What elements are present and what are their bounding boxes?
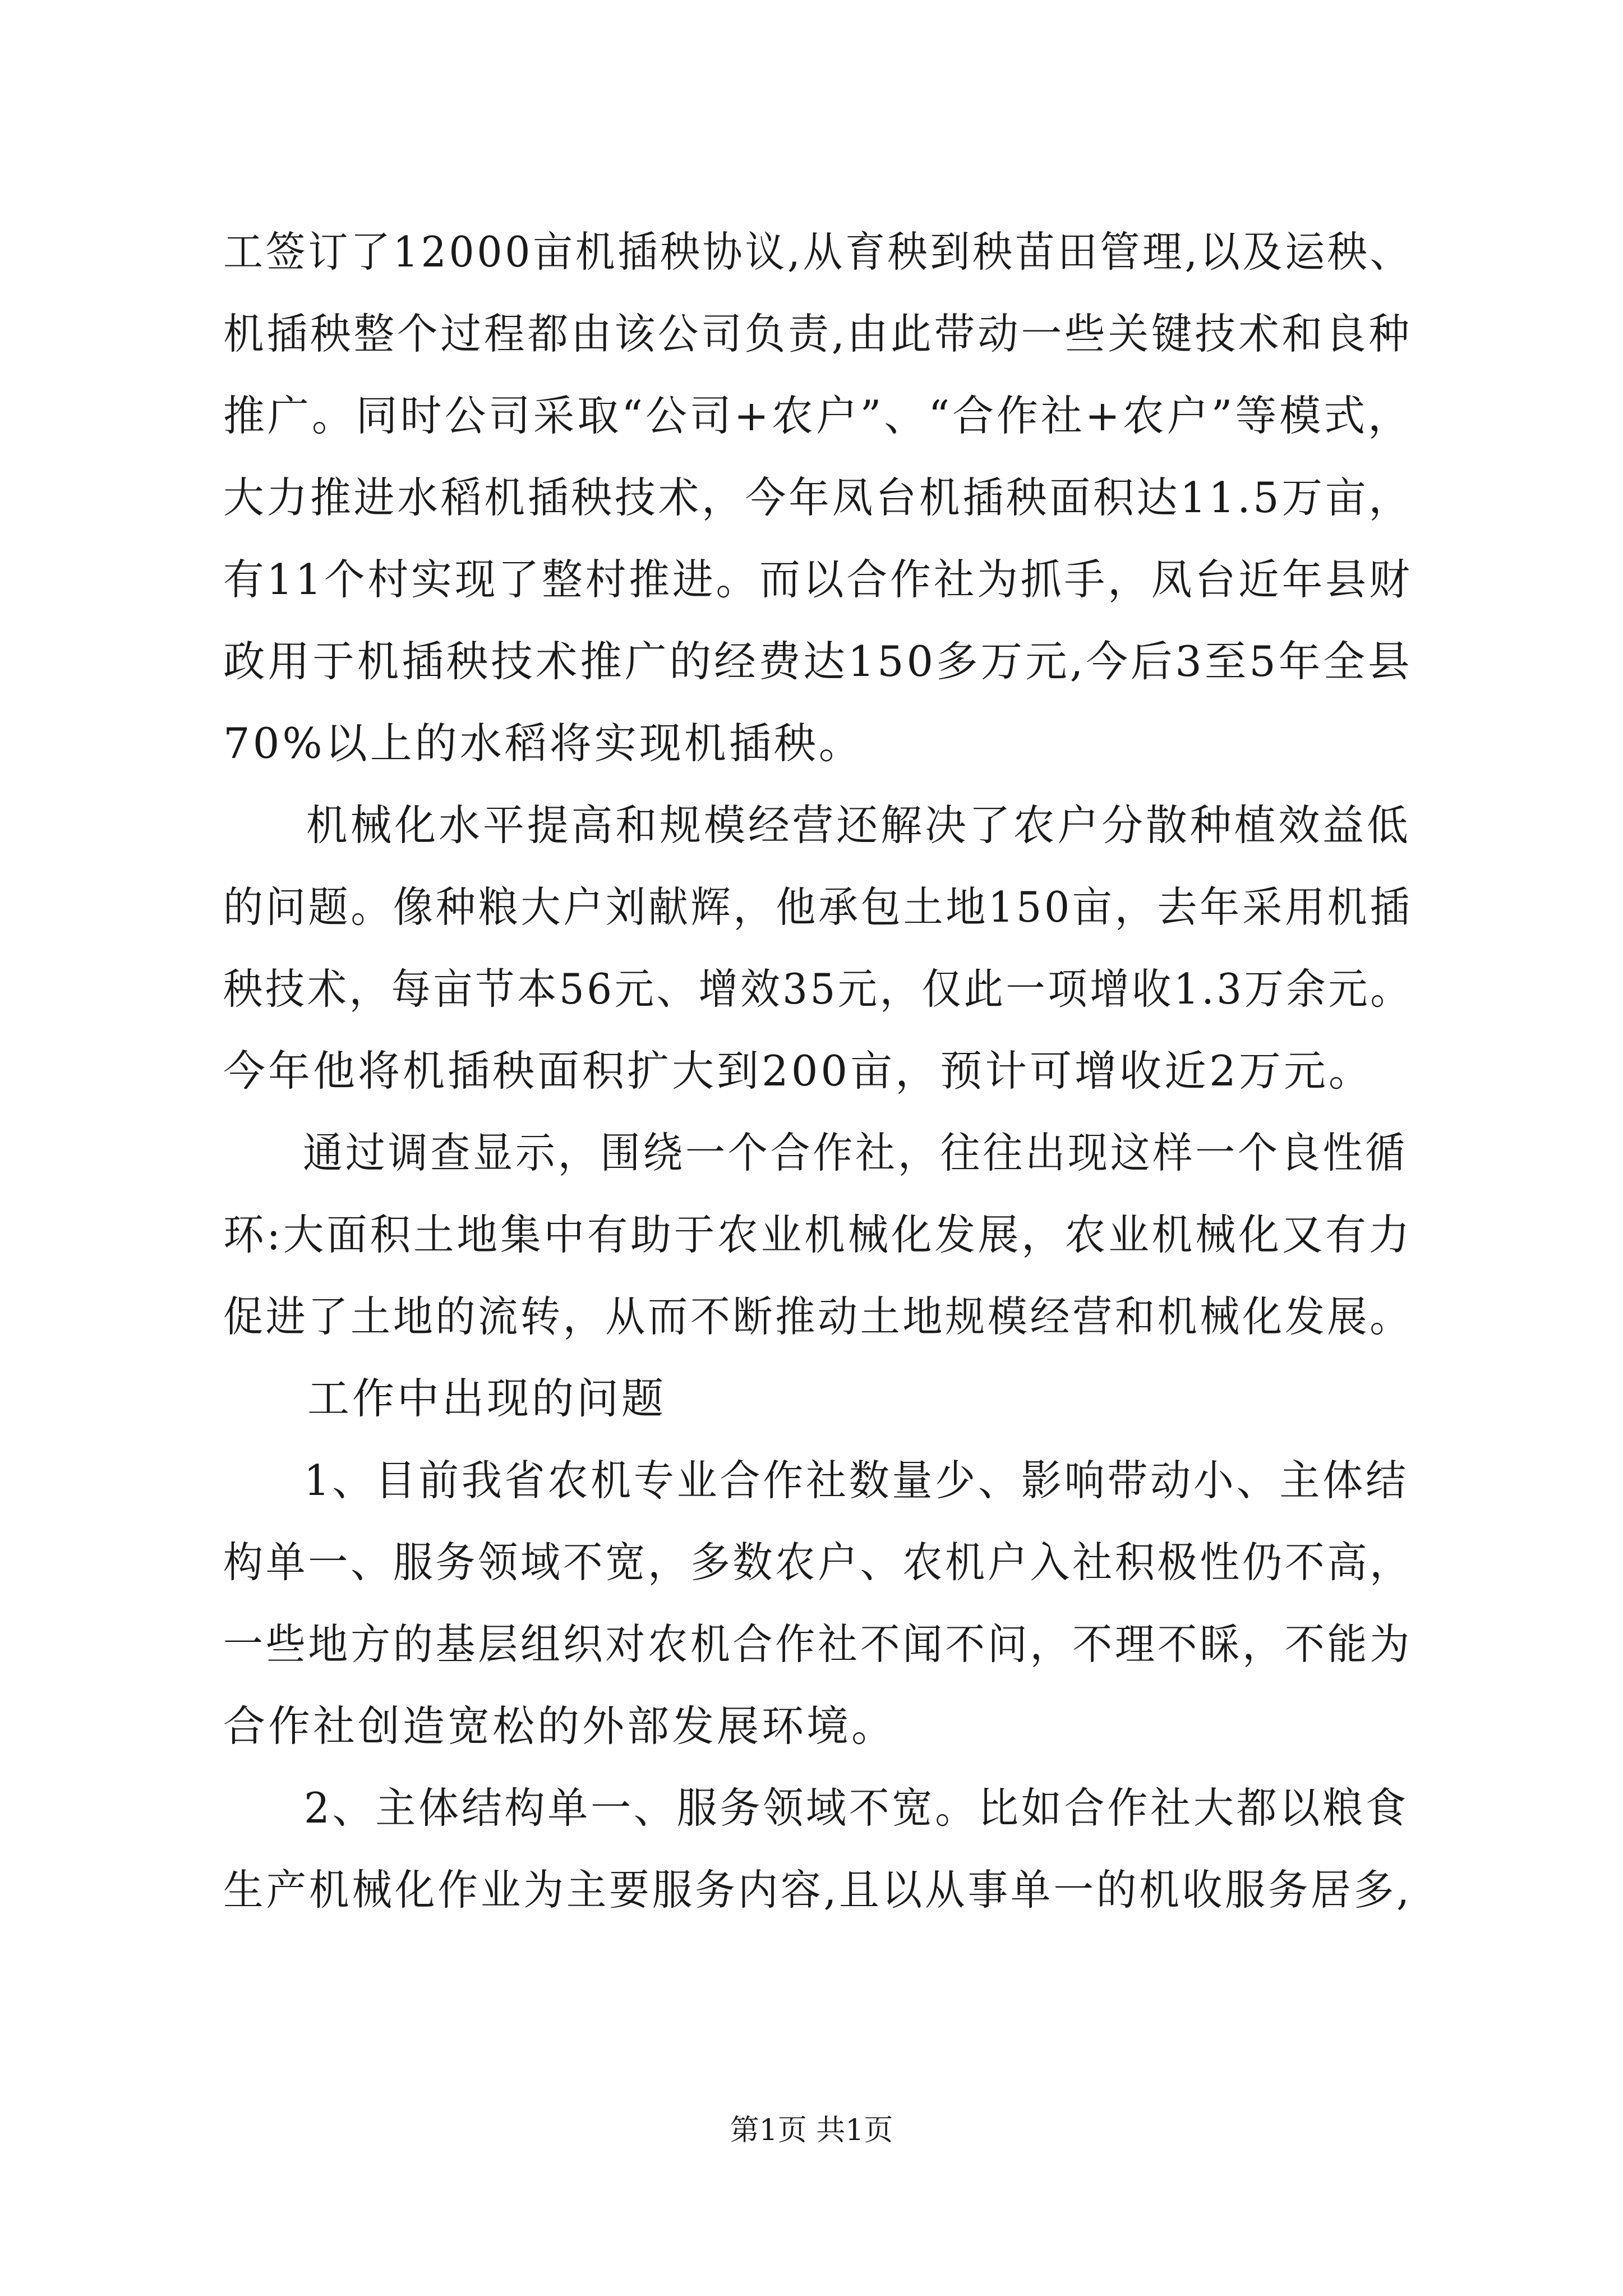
text-line: 一些地方的基层组织对农机合作社不闻不问，不理不睬，不能为 bbox=[223, 1619, 1412, 1669]
text-line: 的问题。像种粮大户刘献辉，他承包土地150亩，去年采用机插 bbox=[223, 882, 1413, 932]
text-line: 秧技术，每亩节本56元、增效35元，仅此一项增收1.3万余元。 bbox=[223, 964, 1413, 1014]
text-line: 机插秧整个过程都由该公司负责,由此带动一些关键技术和良种 bbox=[223, 309, 1412, 358]
text-line: 促进了土地的流转，从而不断推动土地规模经营和机械化发展。 bbox=[223, 1292, 1412, 1341]
text-line: 生产机械化作业为主要服务内容,且以从事单一的机收服务居多, bbox=[223, 1865, 1412, 1915]
text-line: 通过调查显示，围绕一个合作社，往往出现这样一个良性循 bbox=[303, 1128, 1408, 1177]
text-line: 2、主体结构单一、服务领域不宽。比如合作社大都以粮食 bbox=[303, 1783, 1409, 1833]
text-line: 工签订了12000亩机插秧协议,从育秧到秧苗田管理,以及运秧、 bbox=[223, 227, 1413, 277]
text-line: 构单一、服务领域不宽，多数农户、农机户入社积极性仍不高， bbox=[223, 1538, 1412, 1587]
text-line: 工作中出现的问题 bbox=[307, 1374, 667, 1423]
text-line: 机械化水平提高和规模经营还解决了农户分散种植效益低 bbox=[306, 800, 1411, 850]
text-line: 有11个村实现了整村推进。而以合作社为抓手，凤台近年县财 bbox=[223, 555, 1413, 604]
text-line: 环:大面积土地集中有助于农业机械化发展，农业机械化又有力 bbox=[223, 1210, 1413, 1259]
text-line: 推广。同时公司采取“公司+农户”、“合作社+农户”等模式， bbox=[223, 391, 1413, 440]
text-line: 大力推进水稻机插秧技术，今年凤台机插秧面积达11.5万亩， bbox=[223, 473, 1413, 522]
text-line: 1、目前我省农机专业合作社数量少、影响带动小、主体结 bbox=[303, 1456, 1409, 1505]
text-line: 今年他将机插秧面积扩大到200亩，预计可增收近2万元。 bbox=[223, 1046, 1373, 1096]
text-line: 政用于机插秧技术推广的经费达150多万元,今后3至5年全县 bbox=[223, 637, 1413, 686]
page-footer: 第1页 共1页 bbox=[730, 2114, 893, 2147]
text-line: 合作社创造宽松的外部发展环境。 bbox=[223, 1701, 897, 1751]
text-line: 70%以上的水稻将实现机插秧。 bbox=[223, 719, 864, 768]
document-body bbox=[223, 211, 1412, 1931]
